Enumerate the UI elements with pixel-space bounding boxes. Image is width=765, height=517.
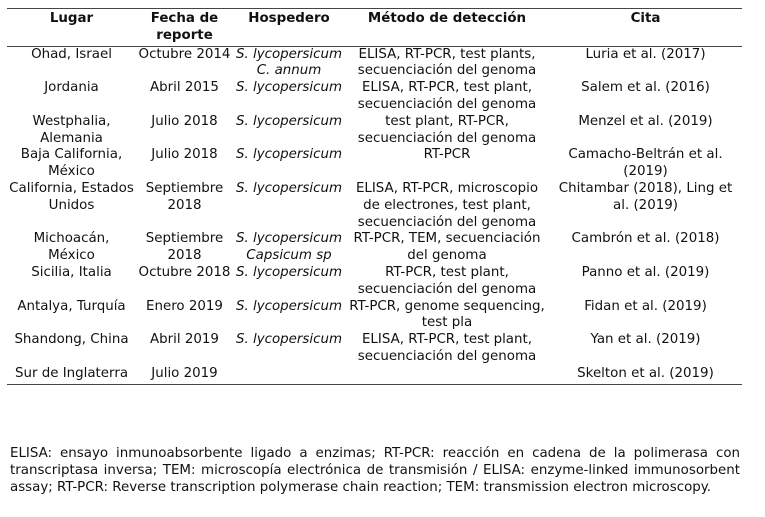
cell-fecha: Julio 2018 bbox=[151, 147, 218, 163]
cell-fecha: Septiembre 2018 bbox=[145, 231, 224, 264]
col-header-hospedero: Hospedero bbox=[233, 9, 345, 47]
table-row bbox=[7, 114, 742, 148]
cell-cita: Skelton et al. (2019) bbox=[549, 366, 742, 384]
col-header-cita: Cita bbox=[549, 9, 742, 47]
cell-metodo: ELISA, RT-PCR, microscopio de electrones, test plant, secuenciación del genoma bbox=[355, 180, 539, 230]
table-row bbox=[7, 332, 742, 366]
table-row bbox=[7, 80, 742, 114]
host-name: S. lycopersicum bbox=[235, 332, 343, 348]
host-name: S. lycopersicum bbox=[235, 80, 343, 96]
cell-metodo: RT-PCR, TEM, secuenciación del genoma bbox=[353, 231, 541, 264]
cell-fecha: Abril 2015 bbox=[150, 80, 219, 96]
cell-hospedero bbox=[233, 80, 345, 114]
cell-hospedero bbox=[233, 114, 345, 148]
cell-hospedero bbox=[233, 332, 345, 366]
cell-hospedero bbox=[233, 147, 345, 181]
cell-cita: Panno et al. (2019) bbox=[581, 264, 710, 280]
cell-fecha: Octubre 2018 bbox=[138, 264, 231, 280]
cell-lugar: Ohad, Israel bbox=[31, 46, 112, 62]
host-name: S. lycopersicum bbox=[235, 180, 343, 196]
cell-lugar: Michoacán, México bbox=[33, 231, 110, 264]
host-name: S. lycopersicum bbox=[235, 147, 343, 163]
cell-lugar: Sicilia, Italia bbox=[31, 264, 112, 280]
cell-metodo: ELISA, RT-PCR, test plants, secuenciación del genoma bbox=[357, 46, 537, 79]
cell-fecha: Enero 2019 bbox=[146, 298, 223, 314]
cell-lugar: Jordania bbox=[44, 80, 99, 96]
cell-hospedero bbox=[233, 299, 345, 333]
host-name: Capsicum sp bbox=[246, 248, 332, 264]
cell-cita: Menzel et al. (2019) bbox=[578, 113, 713, 129]
table-row bbox=[7, 231, 742, 265]
cell-lugar: Westphalia, Alemania bbox=[32, 113, 111, 146]
col-header-fecha: Fecha de reporte bbox=[136, 9, 233, 47]
cell-cita: Fidan et al. (2019) bbox=[584, 298, 707, 314]
cell-metodo: ELISA, RT-PCR, test plant, secuenciación del genoma bbox=[357, 80, 537, 112]
host-name: S. lycopersicum bbox=[235, 264, 343, 280]
cell-metodo: RT-PCR, genome sequencing, test pla bbox=[349, 298, 545, 331]
cell-fecha: Abril 2019 bbox=[150, 332, 219, 348]
cell-fecha: Octubre 2014 bbox=[138, 46, 231, 62]
detection-table bbox=[7, 8, 742, 385]
cell-cita: Camacho-Beltrán et al. (2019) bbox=[568, 147, 723, 180]
cell-lugar: Sur de Inglaterra bbox=[7, 366, 136, 384]
table-row bbox=[7, 181, 742, 231]
host-name: S. lycopersicum bbox=[235, 113, 343, 129]
cell-lugar: California, Estados Unidos bbox=[9, 180, 134, 213]
header-row bbox=[7, 9, 742, 47]
cell-cita: Luria et al. (2017) bbox=[585, 46, 706, 62]
cell-fecha: Julio 2019 bbox=[136, 366, 233, 384]
cell-hospedero bbox=[233, 231, 345, 265]
cell-lugar: Shandong, China bbox=[14, 332, 129, 348]
table-row bbox=[7, 147, 742, 181]
cell-hospedero bbox=[233, 265, 345, 299]
cell-metodo: ELISA, RT-PCR, test plant, secuenciación del genoma bbox=[357, 332, 537, 364]
cell-metodo: RT-PCR, test plant, secuenciación del genoma bbox=[357, 264, 537, 297]
cell-lugar: Baja California, México bbox=[20, 147, 123, 180]
cell-metodo: test plant, RT-PCR, secuenciación del genoma bbox=[357, 113, 537, 146]
host-name: C. annum bbox=[256, 63, 322, 79]
table-row bbox=[7, 299, 742, 333]
host-name: S. lycopersicum bbox=[235, 231, 343, 247]
cell-hospedero bbox=[233, 181, 345, 231]
cell-hospedero bbox=[233, 46, 345, 80]
cell-lugar: Antalya, Turquía bbox=[17, 298, 126, 314]
col-header-metodo: Método de detección bbox=[345, 9, 549, 47]
cell-cita: Salem et al. (2016) bbox=[581, 80, 710, 96]
cell-cita: Cambrón et al. (2018) bbox=[571, 231, 720, 247]
cell-fecha: Septiembre 2018 bbox=[145, 180, 224, 213]
cell-metodo: RT-PCR bbox=[423, 147, 471, 163]
host-name: S. lycopersicum bbox=[235, 46, 343, 62]
cell-cita: Yan et al. (2019) bbox=[590, 332, 701, 348]
col-header-lugar: Lugar bbox=[7, 9, 136, 47]
table-footnote: ELISA: ensayo inmunoabsorbente ligado a enzimas; RT-PCR: reacción en cadena de la polimerasa con transcriptasa inversa; TEM: microscopía electrónica de transmisión / ELISA: enzyme-linked immunosorbent assay; RT-PCR: Reverse transcription polymerase chain reaction; TEM: transmission electron microscopy. bbox=[10, 446, 740, 496]
table-row bbox=[7, 46, 742, 80]
table-row bbox=[7, 265, 742, 299]
cell-metodo bbox=[345, 366, 549, 384]
host-name: S. lycopersicum bbox=[235, 298, 343, 314]
cell-fecha: Julio 2018 bbox=[151, 113, 218, 129]
table-row bbox=[7, 366, 742, 384]
cell-cita: Chitambar (2018), Ling et al. (2019) bbox=[558, 180, 733, 213]
cell-hospedero bbox=[233, 366, 345, 384]
